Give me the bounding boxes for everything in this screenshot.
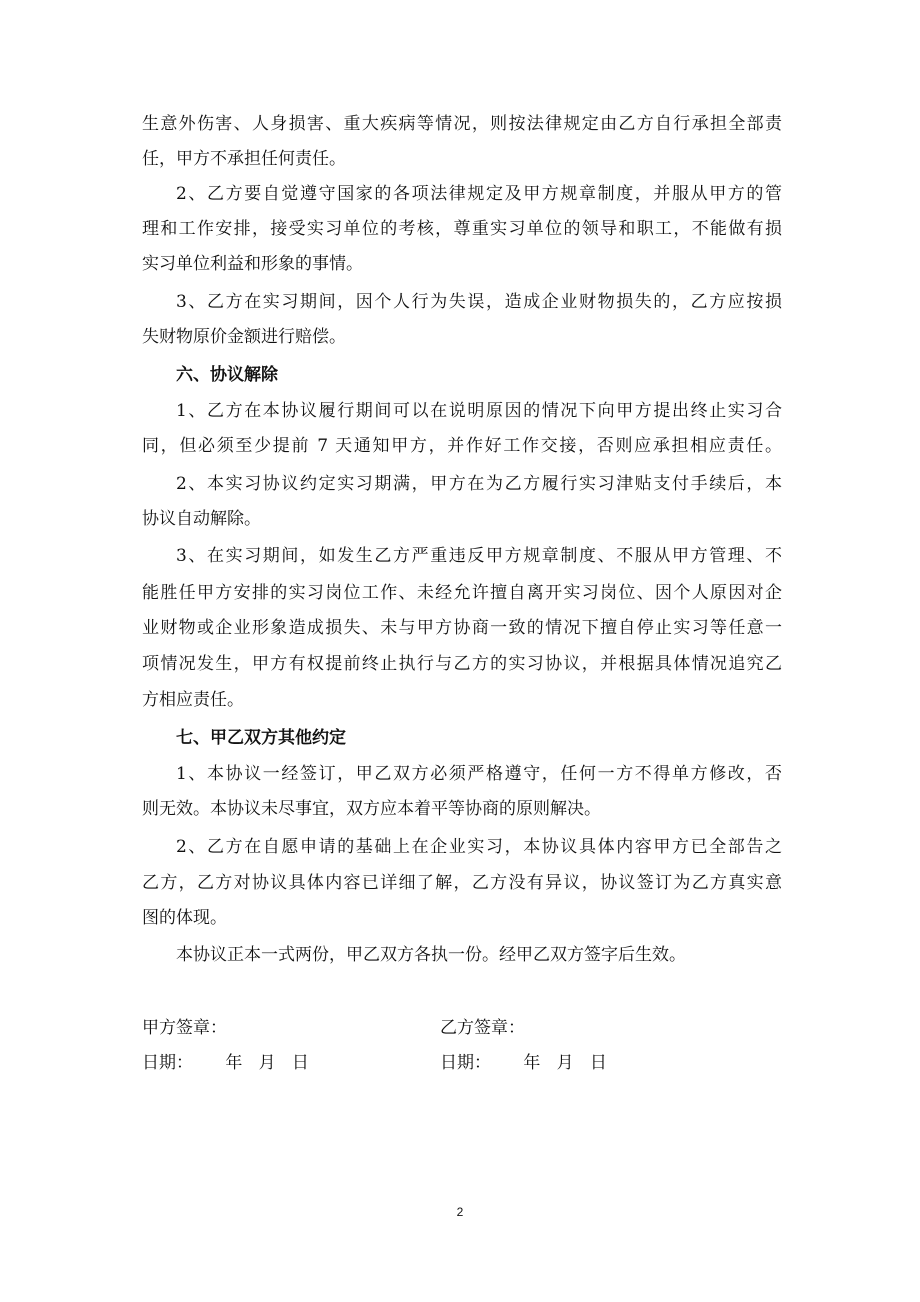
paragraph-line: 理和工作安排，接受实习单位的考核，尊重实习单位的领导和职工，不能做有损	[142, 219, 782, 239]
paragraph-line: 方相应责任。	[142, 690, 244, 710]
paragraph-line: 本协议正本一式两份，甲乙双方各执一份。经甲乙双方签字后生效。	[176, 945, 686, 965]
paragraph-line: 业财物或企业形象造成损失、未与甲方协商一致的情况下擅自停止实习等任意一	[142, 618, 782, 638]
paragraph-line: 2、本实习协议约定实习期满，甲方在为乙方履行实习津贴支付手续后，本	[176, 474, 782, 494]
paragraph-line: 3、乙方在实习期间，因个人行为失误，造成企业财物损失的，乙方应按损	[176, 292, 782, 312]
party-b-signature-label: 乙方签章：	[440, 1018, 525, 1038]
paragraph-line: 乙方，乙方对协议具体内容已详细了解，乙方没有异议，协议签订为乙方真实意	[142, 873, 782, 893]
paragraph-line: 生意外伤害、人身损害、重大疾病等情况，则按法律规定由乙方自行承担全部责	[142, 114, 782, 134]
section-heading-other-agreements: 七、甲乙双方其他约定	[176, 728, 346, 748]
party-a-signature-label: 甲方签章：	[142, 1018, 227, 1038]
paragraph-line: 同，但必须至少提前 7 天通知甲方，并作好工作交接，否则应承担相应责任。	[142, 436, 782, 456]
paragraph-line: 2、乙方在自愿申请的基础上在企业实习，本协议具体内容甲方已全部告之	[176, 837, 782, 857]
party-a-date-label: 日期： 年 月 日	[142, 1053, 309, 1073]
paragraph-line: 3、在实习期间，如发生乙方严重违反甲方规章制度、不服从甲方管理、不	[176, 546, 782, 566]
paragraph-line: 图的体现。	[142, 908, 227, 928]
paragraph-line: 2、乙方要自觉遵守国家的各项法律规定及甲方规章制度，并服从甲方的管	[176, 184, 782, 204]
paragraph-line: 实习单位利益和形象的事情。	[142, 254, 363, 274]
paragraph-line: 则无效。本协议未尽事宜，双方应本着平等协商的原则解决。	[142, 799, 601, 819]
paragraph-line: 1、乙方在本协议履行期间可以在说明原因的情况下向甲方提出终止实习合	[176, 401, 782, 421]
page-number: 2	[456, 1205, 464, 1219]
paragraph-line: 能胜任甲方安排的实习岗位工作、未经允许擅自离开实习岗位、因个人原因对企	[142, 583, 782, 603]
party-b-date-label: 日期： 年 月 日	[440, 1053, 607, 1073]
paragraph-line: 项情况发生，甲方有权提前终止执行与乙方的实习协议，并根据具体情况追究乙	[142, 654, 782, 674]
paragraph-line: 失财物原价金额进行赔偿。	[142, 327, 346, 347]
paragraph-line: 1、本协议一经签订，甲乙双方必须严格遵守，任何一方不得单方修改，否	[176, 764, 782, 784]
paragraph-line: 任，甲方不承担任何责任。	[142, 149, 346, 169]
paragraph-line: 协议自动解除。	[142, 509, 261, 529]
section-heading-termination: 六、协议解除	[176, 365, 278, 385]
